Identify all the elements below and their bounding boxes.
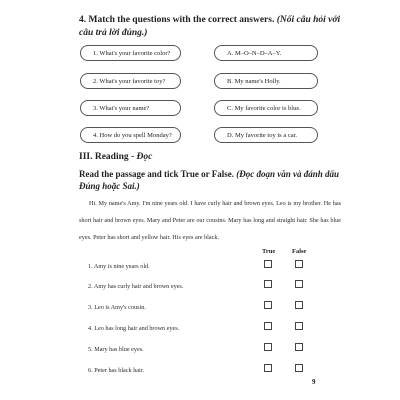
statement-4: 4. Leo has long hair and brown eyes. xyxy=(88,325,180,332)
true-checkbox-1[interactable] xyxy=(264,260,272,268)
match-answer-a[interactable]: A. M–O–N–D–A–Y. xyxy=(214,45,318,61)
reading-passage-text: Hi. My name's Amy. I'm nine years old. I have curly hair and brown eyes. Leo is my brother. He has short hair and brown eyes. Mary and Peter are our cousins. Mary has long and straight hair. She has blue eyes. Peter has short and yellow hair. His eyes are black. xyxy=(79,200,341,242)
reading-section-title-vn: Đọc xyxy=(136,152,153,162)
false-checkbox-3[interactable] xyxy=(295,301,303,309)
true-checkbox-2[interactable] xyxy=(264,280,272,288)
true-checkbox-4[interactable] xyxy=(264,322,272,330)
match-question-3[interactable]: 3. What's your name? xyxy=(80,100,181,116)
false-checkbox-6[interactable] xyxy=(295,364,303,372)
match-answer-c[interactable]: C. My favorite color is blue. xyxy=(214,100,318,116)
true-checkbox-6[interactable] xyxy=(264,364,272,372)
reading-section-title-en: III. Reading - xyxy=(79,152,137,162)
exercise-4-title xyxy=(79,14,349,40)
page-number: 9 xyxy=(312,378,316,386)
true-column-header: True xyxy=(262,248,276,255)
match-question-4[interactable]: 4. How do you spell Monday? xyxy=(80,127,181,143)
reading-section-title xyxy=(79,152,152,162)
false-column-header: False xyxy=(292,248,307,255)
false-checkbox-4[interactable] xyxy=(295,322,303,330)
exercise-4-title-vn: (Nối câu hỏi với câu trả lời đúng.) xyxy=(79,15,341,38)
reading-instruction-vn: (Đọc đoạn văn và đánh dấu Đúng hoặc Sai.) xyxy=(79,169,340,191)
exercise-4-title-en: Match the questions with the correct answers. xyxy=(88,15,275,25)
true-checkbox-5[interactable] xyxy=(264,343,272,351)
match-answer-d[interactable]: D. My favorite toy is a car. xyxy=(214,127,318,143)
reading-instruction xyxy=(79,168,341,192)
statement-2: 2. Amy has curly hair and brown eyes. xyxy=(88,283,184,290)
true-checkbox-3[interactable] xyxy=(264,301,272,309)
match-question-1[interactable]: 1. What's your favorite color? xyxy=(80,45,181,61)
statement-5: 5. Mary has blue eyes. xyxy=(88,346,144,353)
match-answer-b[interactable]: B. My name's Holly. xyxy=(214,73,318,89)
statement-6: 6. Peter has black hair. xyxy=(88,367,145,374)
false-checkbox-5[interactable] xyxy=(295,343,303,351)
reading-instruction-en: Read the passage and tick True or False. xyxy=(79,169,237,179)
statement-1: 1. Amy is nine years old. xyxy=(88,263,150,270)
false-checkbox-2[interactable] xyxy=(295,280,303,288)
exercise-4-number: 4. xyxy=(79,15,87,25)
match-question-2[interactable]: 2. What's your favorite toy? xyxy=(80,73,181,89)
reading-passage xyxy=(79,195,341,247)
false-checkbox-1[interactable] xyxy=(295,260,303,268)
statement-3: 3. Leo is Amy's cousin. xyxy=(88,304,146,311)
